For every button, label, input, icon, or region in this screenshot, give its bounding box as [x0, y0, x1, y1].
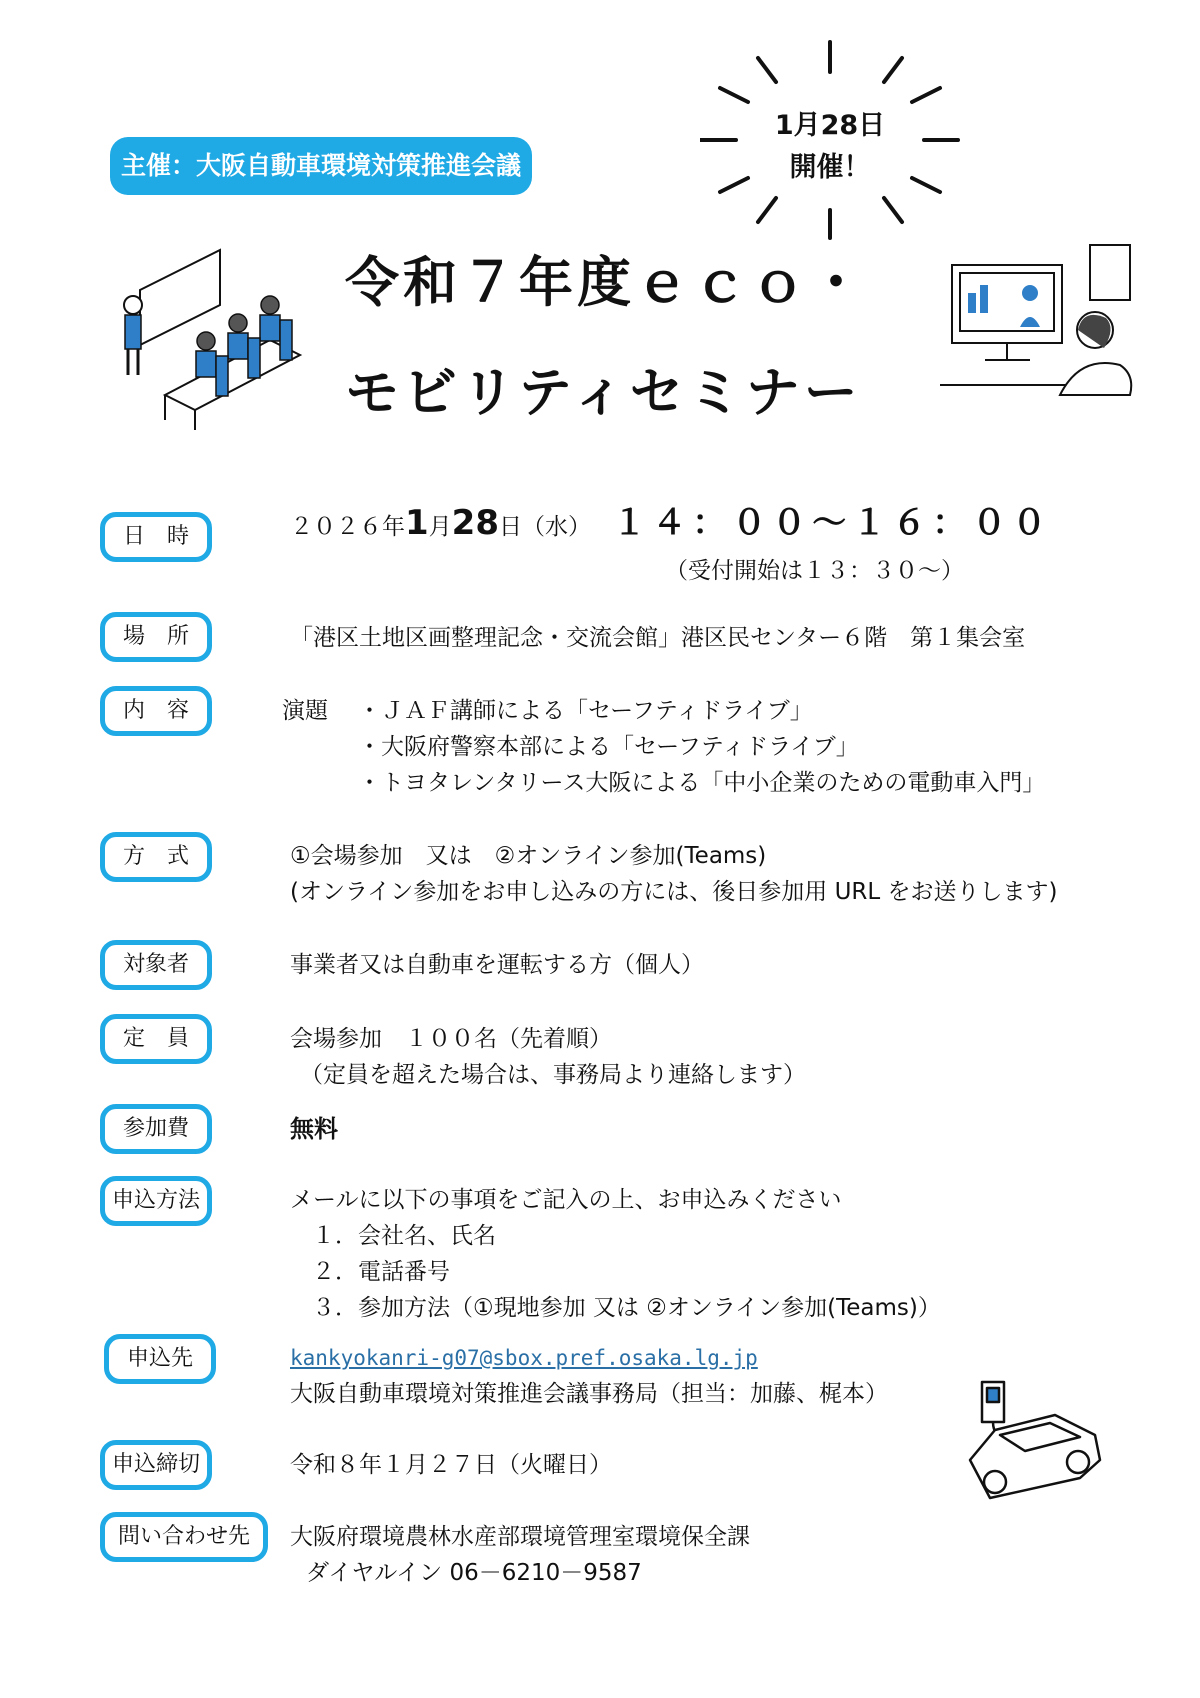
- date-prefix: ２０２６年: [290, 514, 405, 540]
- apply-method-intro: メールに以下の事項をご記入の上、お申込みください: [290, 1187, 842, 1213]
- apply-method-item: ３．参加方法（①現地参加 又は ②オンライン参加(Teams)）: [312, 1295, 941, 1321]
- date-month: 1: [405, 503, 429, 543]
- organizer-badge: 主催：大阪自動車環境対策推進会議: [110, 137, 532, 195]
- apply-to-email-link[interactable]: kankyokanri-g07@sbox.pref.osaka.lg.jp: [290, 1346, 758, 1370]
- contact-line1: 大阪府環境農林水産部環境管理室環境保全課: [290, 1524, 750, 1550]
- seminar-illustration-icon: [120, 245, 320, 435]
- page-title-line2: モビリティセミナー: [345, 361, 862, 424]
- target-value: 事業者又は自動車を運転する方（個人）: [290, 952, 704, 978]
- date-month-suffix: 月: [428, 514, 452, 540]
- event-time: １４：００～１６：００: [612, 503, 1053, 543]
- reception-time: （受付開始は１３：３０～）: [665, 558, 964, 584]
- capacity-line2: （定員を超えた場合は、事務局より連絡します）: [300, 1062, 806, 1088]
- label-contact: 問い合わせ先: [100, 1512, 268, 1562]
- online-meeting-illustration-icon: [940, 235, 1140, 405]
- page-title-line1: 令和７年度ｅｃｏ・: [345, 251, 867, 314]
- deadline-value: 令和８年１月２７日（火曜日）: [290, 1452, 612, 1478]
- label-venue: 場 所: [100, 612, 212, 662]
- apply-to-office: 大阪自動車環境対策推進会議事務局（担当：加藤、梶本）: [290, 1381, 888, 1407]
- capacity-line1: 会場参加 １００名（先着順）: [290, 1026, 612, 1052]
- method-line2: (オンライン参加をお申し込みの方には、後日参加用 URL をお送りします): [290, 879, 1058, 905]
- burst-date: 1月28日: [774, 110, 886, 141]
- content-item: ・大阪府警察本部による「セーフティドライブ」: [358, 734, 859, 760]
- label-datetime: 日 時: [100, 512, 212, 562]
- method-line1: ①会場参加 又は ②オンライン参加(Teams): [290, 843, 767, 869]
- content-item: ・ＪＡＦ講師による「セーフティドライブ」: [358, 698, 813, 724]
- content-heading: 演題: [282, 698, 328, 724]
- label-apply-method: 申込方法: [100, 1176, 212, 1226]
- label-fee: 参加費: [100, 1104, 212, 1154]
- label-target: 対象者: [100, 940, 212, 990]
- apply-method-item: １．会社名、氏名: [312, 1223, 496, 1249]
- label-method: 方 式: [100, 832, 212, 882]
- ev-charging-car-illustration-icon: [960, 1380, 1110, 1500]
- venue-value: 「港区土地区画整理記念・交流会館」港区民センター６階 第１集会室: [290, 625, 1026, 651]
- contact-line2: ダイヤルイン 06－6210－9587: [306, 1560, 642, 1586]
- datetime-value: [290, 505, 1052, 545]
- apply-to-email-wrap: [290, 1340, 758, 1376]
- event-date-burst: [745, 105, 915, 189]
- fee-value: 無料: [290, 1115, 338, 1143]
- date-day-suffix: 日（水）: [499, 514, 591, 540]
- content-item: ・トヨタレンタリース大阪による「中小企業のための電動車入門」: [358, 770, 1046, 796]
- date-day: 28: [451, 503, 499, 543]
- label-apply-to: 申込先: [104, 1334, 216, 1384]
- label-content: 内 容: [100, 686, 212, 736]
- label-deadline: 申込締切: [100, 1440, 212, 1490]
- apply-method-item: ２．電話番号: [312, 1259, 450, 1285]
- label-capacity: 定 員: [100, 1014, 212, 1064]
- burst-announce: 開催！: [789, 152, 871, 183]
